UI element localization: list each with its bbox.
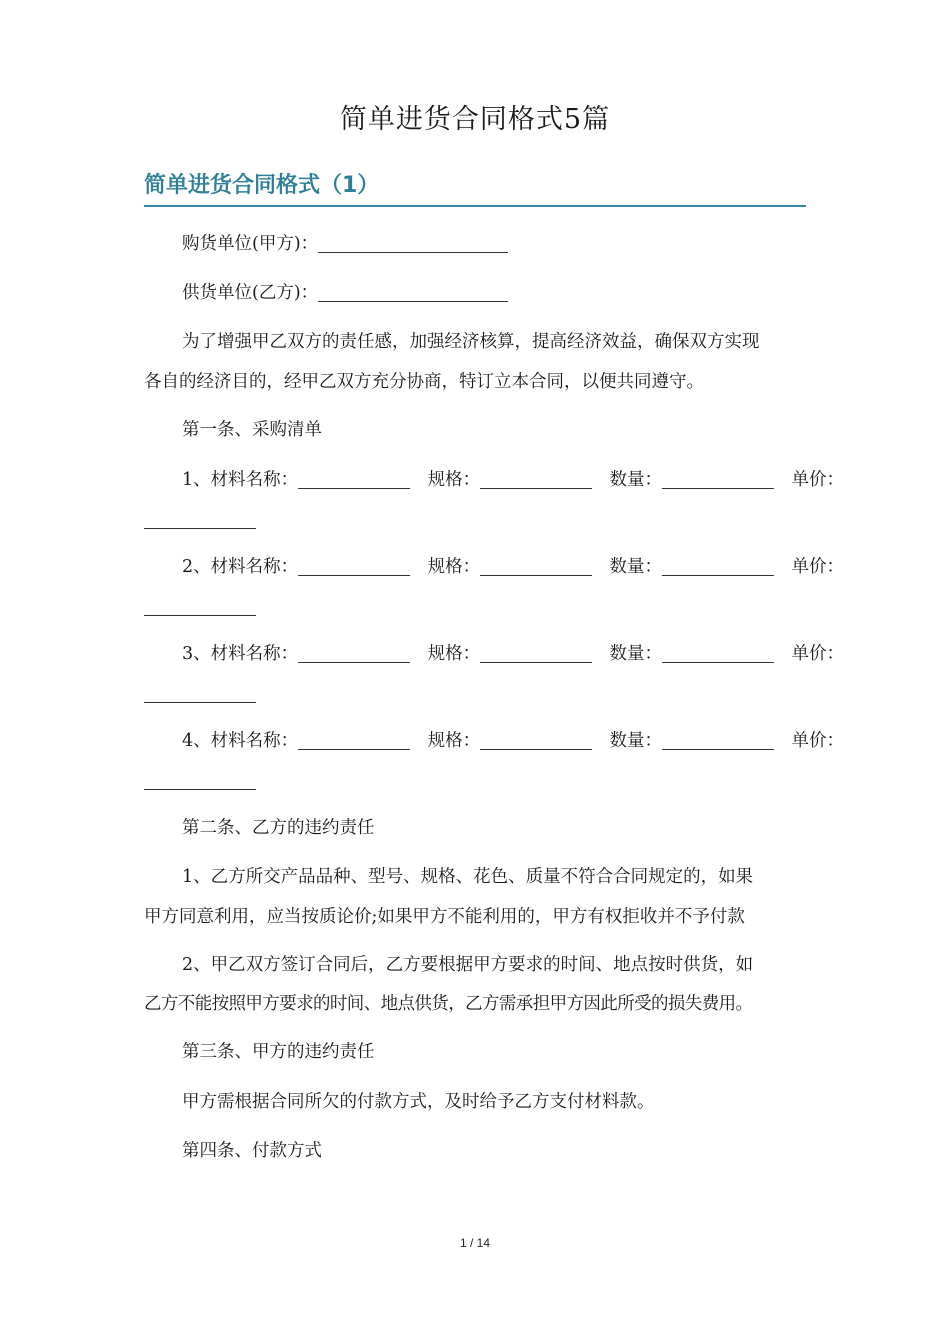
buyer-label: 购货单位(甲方)： (182, 234, 319, 254)
price-blank[interactable] (144, 769, 256, 790)
price-blank[interactable] (144, 682, 256, 703)
material-name-label: 材料名称： (210, 557, 299, 577)
section-heading: 简单进货合同格式（1） (144, 168, 806, 207)
article-2-para-1-line-1: 1、乙方所交产品品种、型号、规格、花色、质量不符合合同规定的，如果 (182, 867, 754, 887)
item-number: 4、 (182, 731, 211, 751)
page-number: 1 / 14 (459, 1236, 491, 1250)
price-blank-line (144, 761, 806, 801)
quantity-blank[interactable] (662, 555, 774, 576)
material-name-blank[interactable] (298, 555, 410, 576)
spec-blank[interactable] (480, 555, 592, 576)
price-label: 单价： (791, 644, 844, 664)
article-3-para-1: 甲方需根据合同所欠的付款方式，及时给予乙方支付材料款。 (182, 1092, 655, 1112)
article-1-title: 第一条、采购清单 (182, 420, 322, 440)
price-blank-line (144, 674, 806, 714)
quantity-label: 数量： (609, 557, 663, 577)
supplier-blank[interactable] (318, 281, 508, 302)
item-number: 1、 (182, 470, 211, 490)
quantity-blank[interactable] (662, 642, 774, 663)
intro-line-1: 为了增强甲乙双方的责任感，加强经济核算，提高经济效益，确保双方实现 (182, 332, 760, 352)
article-2-para-2-line-2: 乙方不能按照甲方要求的时间、地点供货，乙方需承担甲方因此所受的损失费用。 (144, 994, 753, 1014)
quantity-blank[interactable] (662, 729, 774, 750)
item-number: 3、 (182, 644, 211, 664)
supplier-label: 供货单位(乙方)： (182, 283, 319, 303)
price-blank[interactable] (144, 508, 256, 529)
intro-line-2: 各自的经济目的，经甲乙双方充分协商，特订立本合同，以便共同遵守。 (144, 372, 704, 392)
item-row (144, 721, 844, 761)
buyer-blank[interactable] (318, 232, 508, 253)
price-blank-line (144, 587, 806, 627)
material-name-blank[interactable] (298, 729, 410, 750)
spec-label: 规格： (427, 644, 481, 664)
material-name-label: 材料名称： (210, 731, 299, 751)
article-2-title: 第二条、乙方的违约责任 (182, 818, 375, 838)
price-label: 单价： (791, 557, 844, 577)
price-label: 单价： (791, 470, 844, 490)
quantity-blank[interactable] (662, 468, 774, 489)
supplier-line (144, 273, 844, 313)
article-4-title: 第四条、付款方式 (182, 1141, 322, 1161)
item-row (144, 547, 844, 587)
spec-label: 规格： (427, 557, 481, 577)
quantity-label: 数量： (609, 470, 663, 490)
item-row (144, 460, 844, 500)
material-name-label: 材料名称： (210, 470, 299, 490)
item-number: 2、 (182, 557, 211, 577)
quantity-label: 数量： (609, 644, 663, 664)
spec-blank[interactable] (480, 642, 592, 663)
quantity-label: 数量： (609, 731, 663, 751)
spec-label: 规格： (427, 731, 481, 751)
material-name-blank[interactable] (298, 468, 410, 489)
price-blank-line (144, 500, 806, 540)
document-title: 简单进货合同格式5篇 (339, 104, 611, 135)
buyer-line (144, 224, 844, 264)
price-blank[interactable] (144, 595, 256, 616)
article-3-title: 第三条、甲方的违约责任 (182, 1042, 375, 1062)
article-2-para-1-line-2: 甲方同意利用，应当按质论价;如果甲方不能利用的，甲方有权拒收并不予付款 (144, 907, 745, 927)
spec-blank[interactable] (480, 468, 592, 489)
article-2-para-2-line-1: 2、甲乙双方签订合同后，乙方要根据甲方要求的时间、地点按时供货，如 (182, 955, 754, 975)
material-name-label: 材料名称： (210, 644, 299, 664)
spec-label: 规格： (427, 470, 481, 490)
material-name-blank[interactable] (298, 642, 410, 663)
item-row (144, 634, 844, 674)
price-label: 单价： (791, 731, 844, 751)
spec-blank[interactable] (480, 729, 592, 750)
